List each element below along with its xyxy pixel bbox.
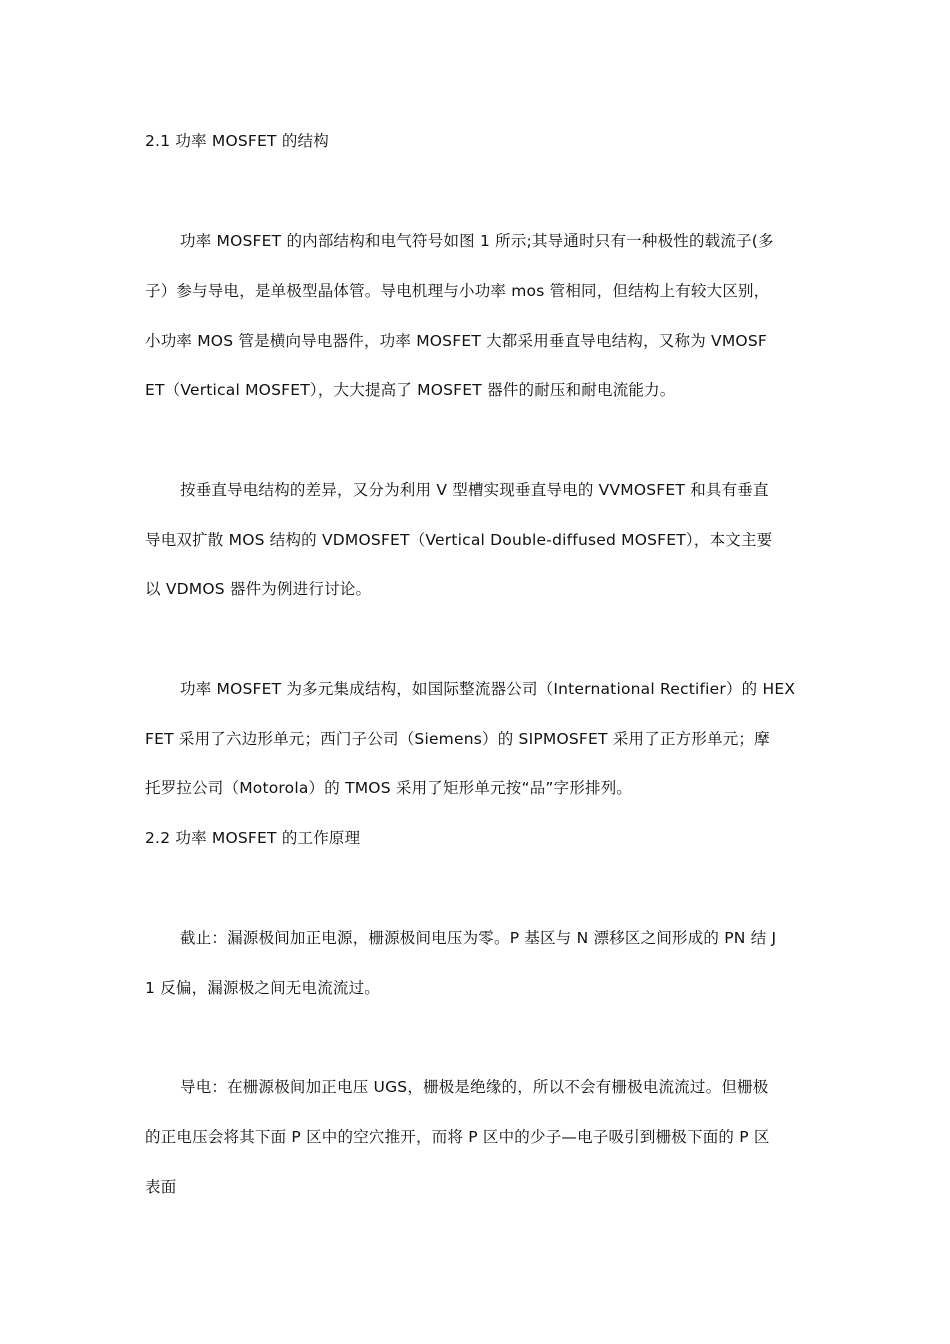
paragraph-line: 表面 [145, 1178, 177, 1196]
paragraph-line: 子）参与导电，是单极型晶体管。导电机理与小功率 mos 管相同，但结构上有较大区别， [145, 282, 770, 300]
paragraph-line: 按垂直导电结构的差异，又分为利用 V 型槽实现垂直导电的 VVMOSFET 和具有垂直 [180, 481, 769, 499]
paragraph-line: 功率 MOSFET 为多元集成结构，如国际整流器公司（International Rectifier）的 HEX [180, 680, 796, 698]
paragraph-line: 的正电压会将其下面 P 区中的空穴推开，而将 P 区中的少子—电子吸引到栅极下面的 P 区 [145, 1128, 770, 1146]
paragraph-line: 导电双扩散 MOS 结构的 VDMOSFET（Vertical Double-diffused MOSFET），本文主要 [145, 531, 773, 549]
paragraph-line: ET（Vertical MOSFET），大大提高了 MOSFET 器件的耐压和耐电流能力。 [145, 381, 676, 399]
paragraph-line: 小功率 MOS 管是横向导电器件，功率 MOSFET 大都采用垂直导电结构，又称为 VMOSF [145, 332, 767, 350]
paragraph-line: 以 VDMOS 器件为例进行讨论。 [145, 580, 372, 598]
paragraph-line: 托罗拉公司（Motorola）的 TMOS 采用了矩形单元按“品”字形排列。 [145, 779, 633, 797]
paragraph-line: 截止：漏源极间加正电源，栅源极间电压为零。P 基区与 N 漂移区之间形成的 PN 结 J [180, 929, 777, 947]
paragraph-line: 1 反偏，漏源极之间无电流流过。 [145, 979, 380, 997]
paragraph-line: FET 采用了六边形单元；西门子公司（Siemens）的 SIPMOSFET 采用了正方形单元；摩 [145, 730, 770, 748]
paragraph-line: 导电：在栅源极间加正电压 UGS，栅极是绝缘的，所以不会有栅极电流流过。但栅极 [180, 1078, 769, 1096]
section-heading-2-2: 2.2 功率 MOSFET 的工作原理 [145, 829, 361, 847]
section-heading-2-1: 2.1 功率 MOSFET 的结构 [145, 132, 329, 150]
paragraph-line: 功率 MOSFET 的内部结构和电气符号如图 1 所示;其导通时只有一种极性的载流子(多 [180, 232, 774, 250]
